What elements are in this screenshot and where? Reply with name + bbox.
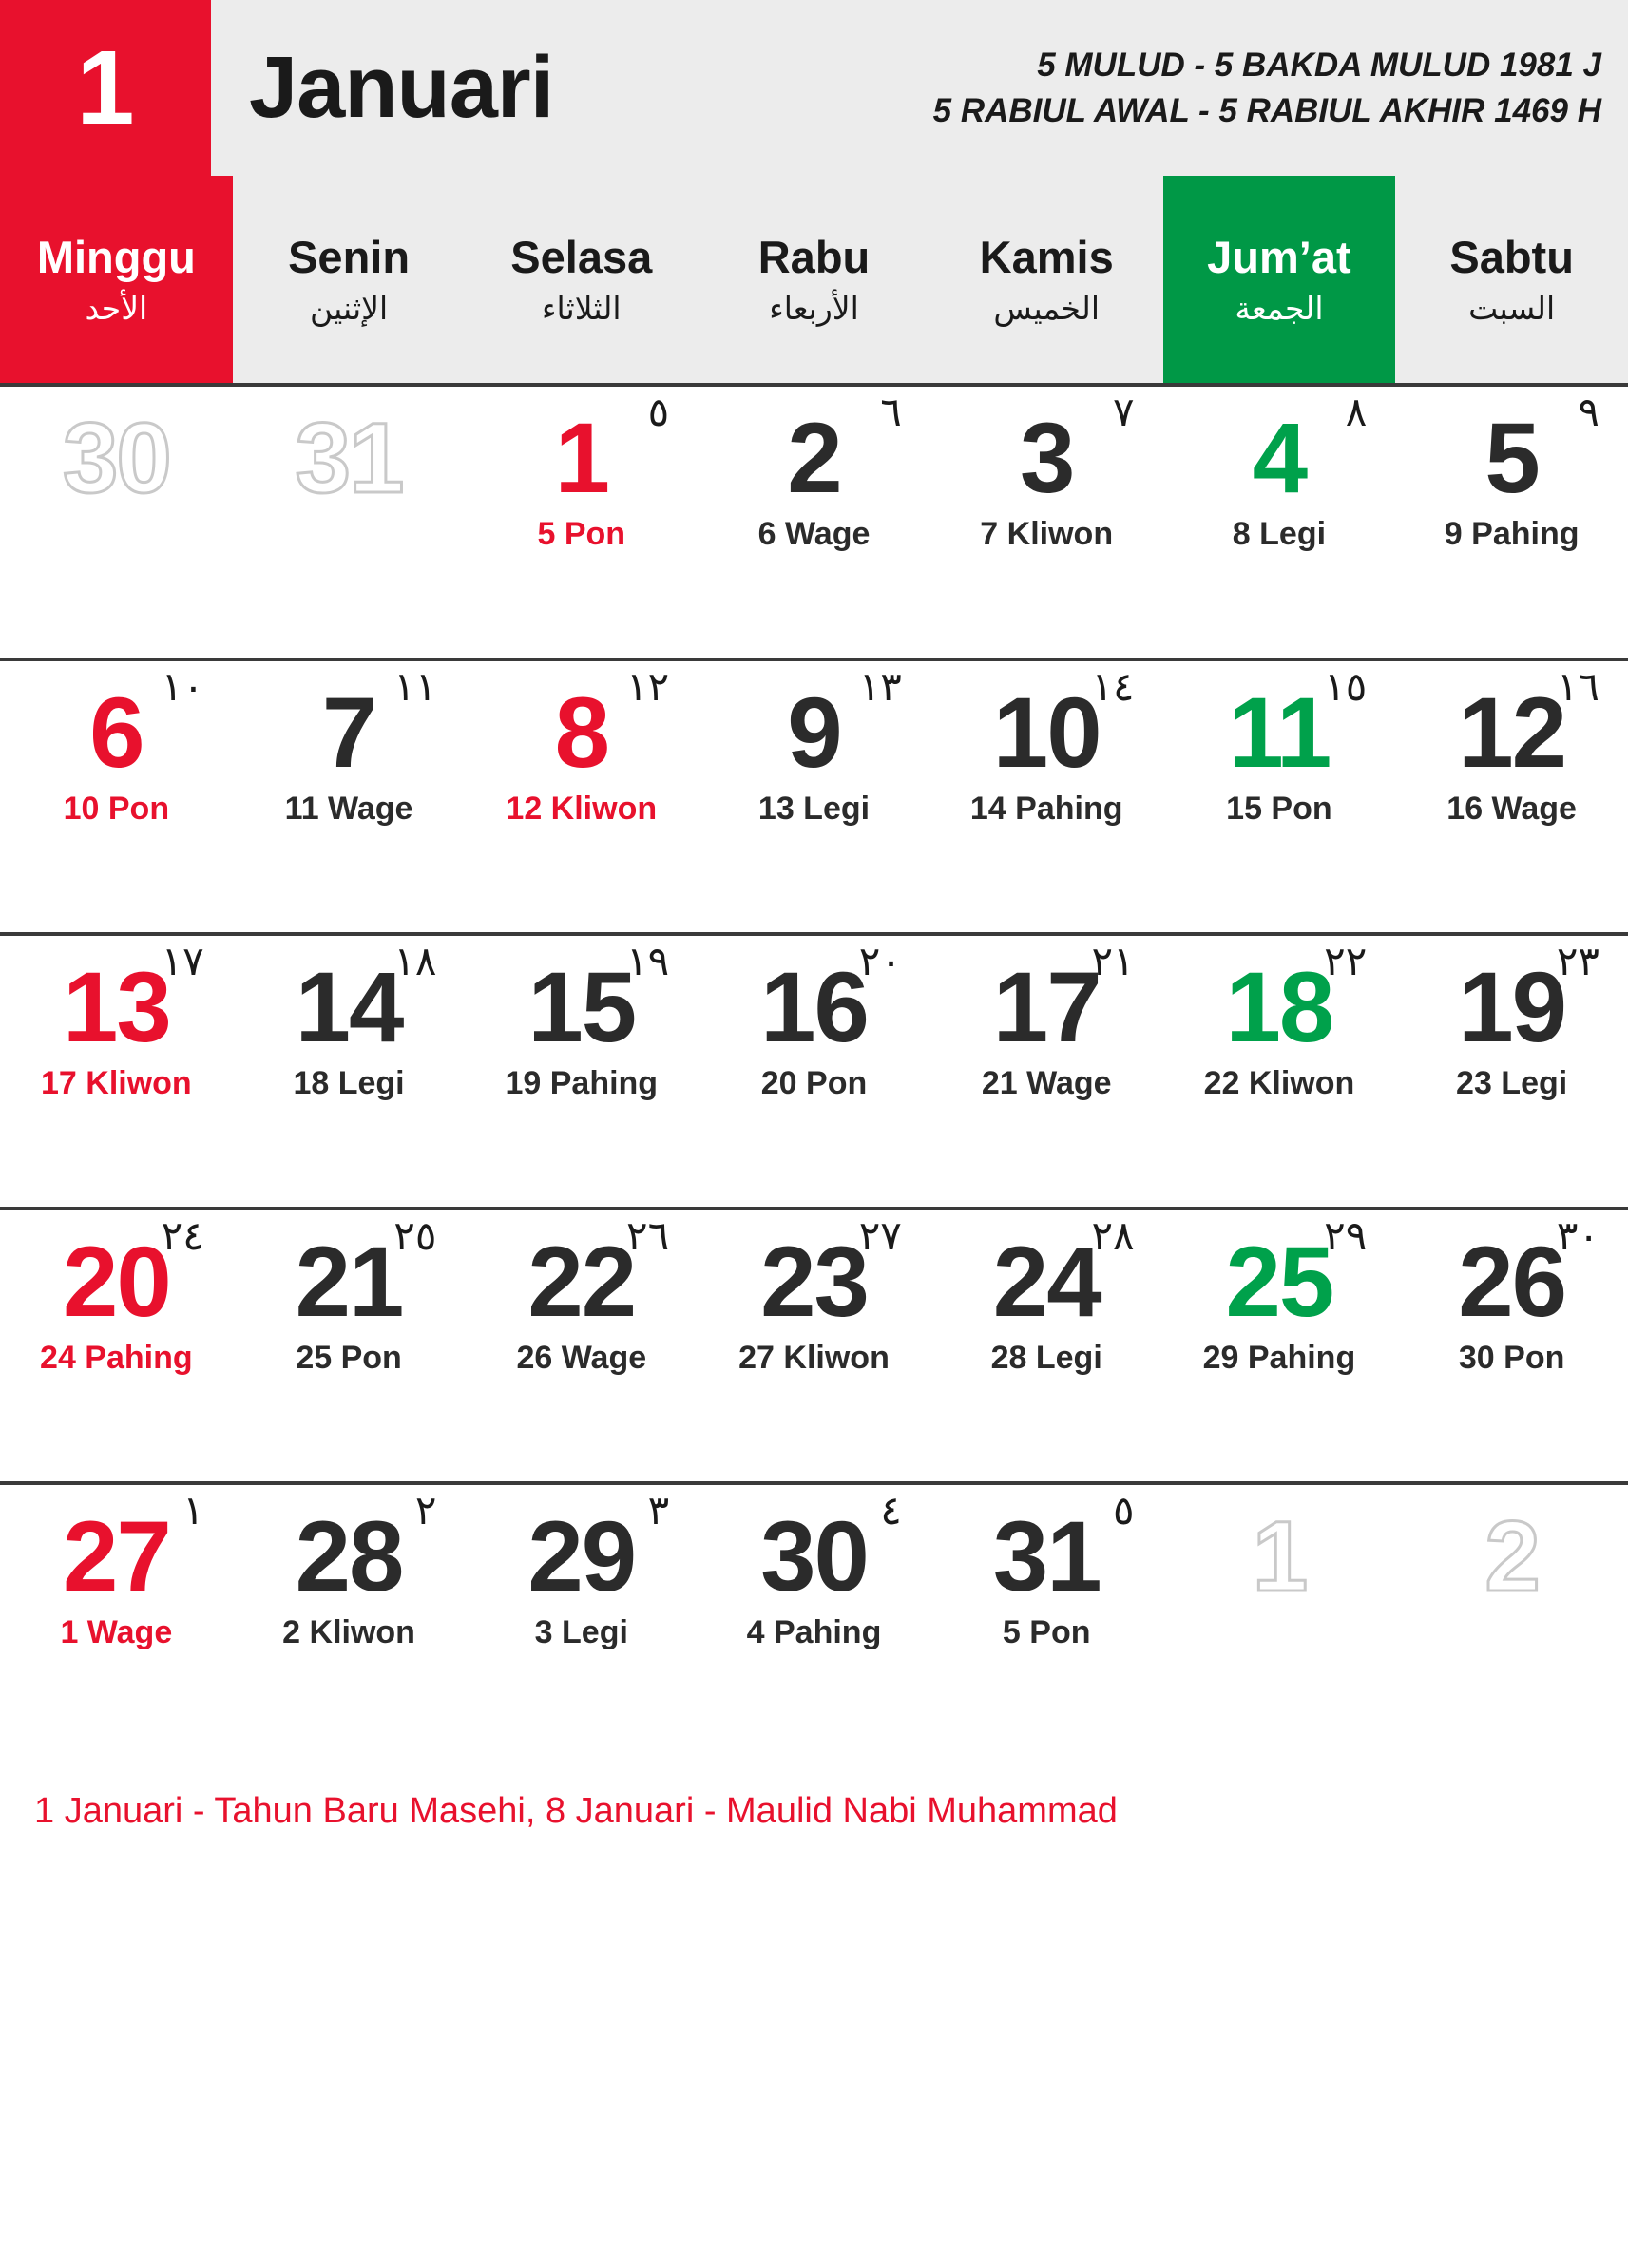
gregorian-date: 28 (295, 1501, 403, 1612)
hijri-date: ٢٣ (1556, 938, 1599, 984)
gregorian-date: 2 (787, 403, 841, 514)
hijri-date: ٢٩ (1324, 1212, 1368, 1259)
gregorian-date: 5 (1484, 403, 1539, 514)
gregorian-date: 17 (992, 952, 1101, 1063)
javanese-pasaran: 7 Kliwon (980, 516, 1114, 553)
hijri-date: ٣٠ (1556, 1212, 1599, 1259)
hijri-date: ١٩ (626, 938, 670, 984)
javanese-pasaran: 13 Legi (757, 791, 871, 828)
calendar-day-cell[interactable] (0, 1210, 233, 1481)
hijri-date: ٥ (647, 389, 670, 435)
javanese-pasaran: 15 Pon (1226, 791, 1332, 828)
javanese-pasaran: 20 Pon (760, 1065, 868, 1102)
day-header-rabu (698, 176, 930, 383)
gregorian-date: 29 (527, 1501, 636, 1612)
hijri-date: ٣ (647, 1487, 670, 1534)
calendar-day-cell[interactable] (1395, 1210, 1628, 1481)
hijri-date: ١٤ (1091, 663, 1135, 710)
calendar-day-cell[interactable] (698, 387, 930, 658)
calendar-week-row (0, 1210, 1628, 1485)
calendar-day-cell[interactable] (698, 936, 930, 1207)
day-header-label: Selasa (510, 232, 653, 282)
hijri-range: 5 RABIUL AWAL - 5 RABIUL AKHIR 1469 H (932, 91, 1601, 129)
gregorian-date: 30 (62, 403, 170, 514)
gregorian-date: 31 (992, 1501, 1101, 1612)
day-header-arabic: الأحد (85, 290, 148, 327)
javanese-pasaran: 11 Wage (284, 791, 413, 828)
day-header-jumat (1163, 176, 1396, 383)
javanese-range: 5 MULUD - 5 BAKDA MULUD 1981 J (1037, 47, 1601, 85)
gregorian-date: 3 (1020, 403, 1074, 514)
gregorian-date: 1 (1252, 1501, 1307, 1612)
calendar-day-cell[interactable] (465, 1485, 698, 1756)
month-number: 1 (0, 0, 211, 176)
calendar-week-row (0, 936, 1628, 1210)
calendar-day-cell[interactable] (698, 1485, 930, 1756)
calendar-day-cell[interactable] (465, 1210, 698, 1481)
gregorian-date: 15 (527, 952, 636, 1063)
javanese-pasaran: 9 Pahing (1444, 516, 1580, 553)
javanese-pasaran: 12 Kliwon (506, 791, 658, 828)
gregorian-date: 24 (992, 1227, 1101, 1338)
calendar-day-cell[interactable] (930, 1485, 1163, 1756)
hijri-date: ١٧ (161, 938, 204, 984)
hijri-date: ١ (182, 1487, 204, 1534)
javanese-pasaran: 22 Kliwon (1203, 1065, 1355, 1102)
javanese-pasaran: 10 Pon (63, 791, 170, 828)
calendar-day-cell[interactable] (233, 661, 466, 932)
gregorian-date: 12 (1458, 677, 1566, 789)
calendar-day-cell[interactable] (930, 661, 1163, 932)
javanese-pasaran: 4 Pahing (746, 1614, 882, 1651)
gregorian-date: 30 (760, 1501, 868, 1612)
hijri-date: ٩ (1578, 389, 1599, 435)
calendar-day-cell[interactable] (1395, 387, 1628, 658)
gregorian-date: 16 (760, 952, 868, 1063)
day-header-arabic: الخميس (993, 290, 1101, 327)
day-header-label: Senin (288, 232, 411, 282)
calendar-day-cell[interactable] (233, 387, 466, 658)
gregorian-date: 10 (992, 677, 1101, 789)
javanese-pasaran: 19 Pahing (505, 1065, 659, 1102)
day-header-label: Minggu (36, 232, 196, 282)
gregorian-date: 11 (1228, 677, 1331, 789)
day-header-kamis (930, 176, 1163, 383)
hijri-date: ٢٤ (161, 1212, 204, 1259)
javanese-pasaran: 16 Wage (1446, 791, 1577, 828)
javanese-pasaran: 14 Pahing (969, 791, 1123, 828)
gregorian-date: 1 (554, 403, 608, 514)
day-header-minggu (0, 176, 233, 383)
gregorian-date: 27 (62, 1501, 170, 1612)
javanese-pasaran: 26 Wage (516, 1340, 647, 1377)
calendar-day-cell[interactable] (465, 387, 698, 658)
javanese-pasaran: 3 Legi (534, 1614, 628, 1651)
calendar-header (0, 0, 1628, 176)
holiday-note: 1 Januari - Tahun Baru Masehi, 8 Januari - Maulid Nabi Muhammad (34, 1791, 1118, 1831)
hijri-date: ١٢ (626, 663, 670, 710)
calendar-day-cell[interactable] (0, 1485, 233, 1756)
hijri-date: ١٣ (858, 663, 902, 710)
calendar-week-row (0, 1485, 1628, 1756)
calendar-day-cell[interactable] (1163, 387, 1396, 658)
calendar-day-cell[interactable] (233, 1485, 466, 1756)
gregorian-date: 26 (1458, 1227, 1566, 1338)
gregorian-date: 8 (554, 677, 608, 789)
calendar-systems (553, 0, 1628, 176)
calendar-day-cell[interactable] (233, 1210, 466, 1481)
day-header-selasa (465, 176, 698, 383)
gregorian-date: 19 (1458, 952, 1566, 1063)
hijri-date: ٨ (1345, 389, 1368, 435)
gregorian-date: 18 (1225, 952, 1333, 1063)
gregorian-date: 25 (1225, 1227, 1333, 1338)
calendar-day-cell[interactable] (0, 387, 233, 658)
day-header-arabic: الثلاثاء (541, 290, 622, 327)
gregorian-date: 7 (321, 677, 376, 789)
hijri-date: ١١ (393, 663, 437, 710)
javanese-pasaran: 5 Pon (1002, 1614, 1091, 1651)
calendar-day-cell[interactable] (698, 661, 930, 932)
calendar-day-cell[interactable] (930, 936, 1163, 1207)
hijri-date: ١٠ (161, 663, 204, 710)
javanese-pasaran: 1 Wage (60, 1614, 173, 1651)
javanese-pasaran: 6 Wage (757, 516, 871, 553)
calendar-week-row (0, 661, 1628, 936)
gregorian-date: 21 (295, 1227, 403, 1338)
javanese-pasaran: 30 Pon (1458, 1340, 1565, 1377)
hijri-date: ٢٨ (1091, 1212, 1135, 1259)
hijri-date: ٤ (880, 1487, 902, 1534)
day-header-senin (233, 176, 466, 383)
gregorian-date: 13 (62, 952, 170, 1063)
day-header-label: Rabu (757, 232, 871, 282)
hijri-date: ٦ (880, 389, 902, 435)
calendar-day-cell[interactable] (1163, 1210, 1396, 1481)
day-name-row (0, 176, 1628, 383)
gregorian-date: 31 (295, 403, 403, 514)
day-header-arabic: السبت (1468, 290, 1556, 327)
gregorian-date: 20 (62, 1227, 170, 1338)
hijri-date: ١٥ (1324, 663, 1368, 710)
month-name: Januari (249, 39, 554, 136)
calendar-day-cell[interactable] (465, 936, 698, 1207)
hijri-date: ٢ (414, 1487, 437, 1534)
javanese-pasaran: 8 Legi (1232, 516, 1327, 553)
calendar-day-cell[interactable] (1163, 1485, 1396, 1756)
javanese-pasaran: 17 Kliwon (41, 1065, 192, 1102)
javanese-pasaran: 27 Kliwon (738, 1340, 890, 1377)
hijri-date: ١٨ (393, 938, 437, 984)
calendar-day-cell[interactable] (1395, 661, 1628, 932)
calendar-day-cell[interactable] (1395, 936, 1628, 1207)
javanese-pasaran: 28 Legi (990, 1340, 1102, 1377)
javanese-pasaran: 2 Kliwon (282, 1614, 415, 1651)
calendar-day-cell[interactable] (698, 1210, 930, 1481)
day-header-label: Sabtu (1449, 232, 1574, 282)
javanese-pasaran: 24 Pahing (40, 1340, 193, 1377)
hijri-date: ١٦ (1556, 663, 1599, 710)
calendar-grid (0, 383, 1628, 1756)
hijri-date: ٢٦ (626, 1212, 670, 1259)
javanese-pasaran: 29 Pahing (1202, 1340, 1356, 1377)
calendar-day-cell[interactable] (0, 661, 233, 932)
day-header-label: Jum’at (1207, 232, 1351, 282)
calendar-day-cell[interactable] (1163, 936, 1396, 1207)
hijri-date: ٢٧ (858, 1212, 902, 1259)
hijri-date: ٥ (1113, 1487, 1135, 1534)
javanese-pasaran: 21 Wage (981, 1065, 1112, 1102)
javanese-pasaran: 23 Legi (1456, 1065, 1568, 1102)
javanese-pasaran: 18 Legi (293, 1065, 405, 1102)
gregorian-date: 6 (89, 677, 144, 789)
hijri-date: ٢٠ (858, 938, 902, 984)
day-header-arabic: الإثنين (309, 290, 389, 327)
gregorian-date: 23 (760, 1227, 868, 1338)
hijri-date: ٢١ (1091, 938, 1135, 984)
gregorian-date: 2 (1484, 1501, 1539, 1612)
hijri-date: ٢٥ (393, 1212, 437, 1259)
calendar-day-cell[interactable] (930, 1210, 1163, 1481)
hijri-date: ٢٢ (1324, 938, 1368, 984)
calendar-week-row (0, 387, 1628, 661)
javanese-pasaran: 25 Pon (296, 1340, 402, 1377)
calendar-day-cell[interactable] (465, 661, 698, 932)
hijri-date: ٧ (1113, 389, 1135, 435)
gregorian-date: 9 (787, 677, 841, 789)
day-header-label: Kamis (979, 232, 1114, 282)
day-header-arabic: الأربعاء (769, 290, 859, 327)
gregorian-date: 4 (1252, 403, 1307, 514)
gregorian-date: 22 (527, 1227, 636, 1338)
calendar-day-cell[interactable] (233, 936, 466, 1207)
calendar-day-cell[interactable] (1163, 661, 1396, 932)
day-header-sabtu (1395, 176, 1628, 383)
gregorian-date: 14 (295, 952, 403, 1063)
day-header-arabic: الجمعة (1235, 290, 1324, 327)
javanese-pasaran: 5 Pon (537, 516, 626, 553)
calendar-day-cell[interactable] (1395, 1485, 1628, 1756)
calendar-day-cell[interactable] (930, 387, 1163, 658)
calendar-day-cell[interactable] (0, 936, 233, 1207)
